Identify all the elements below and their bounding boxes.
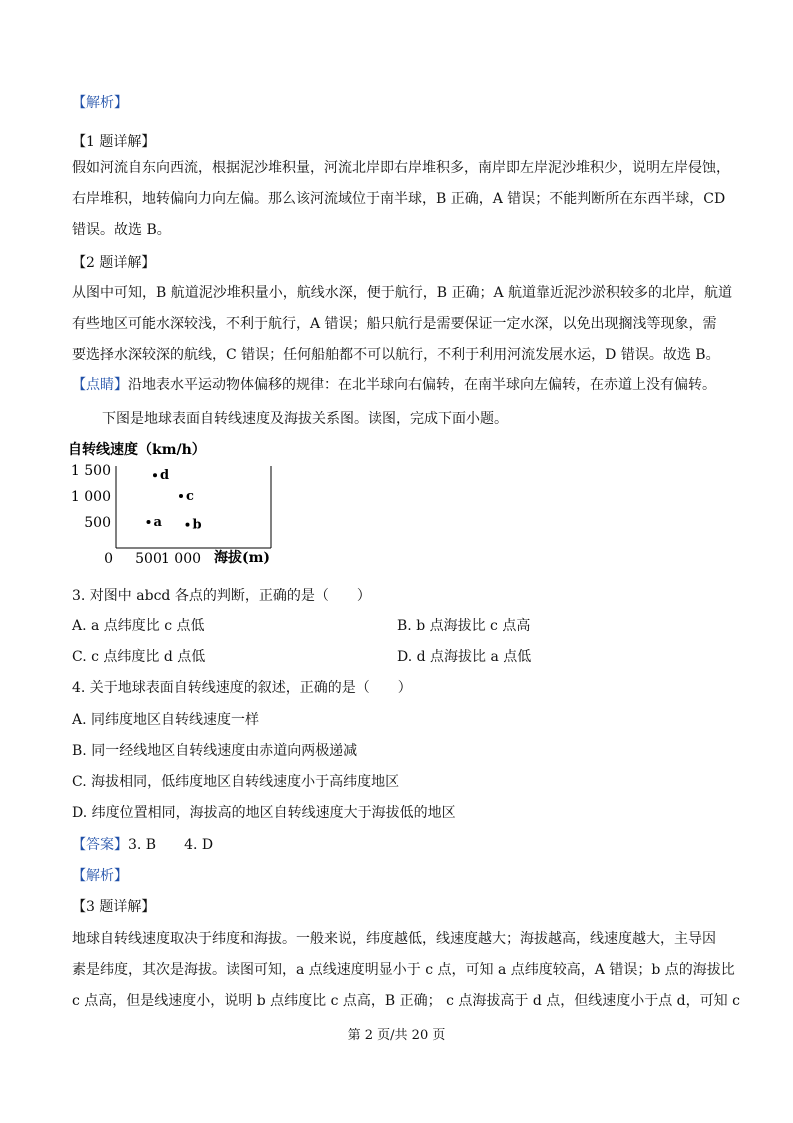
data-point-a (147, 520, 151, 524)
data-point-b (186, 523, 190, 527)
x-tick-label: 1 000 (160, 551, 202, 567)
q3-option-c: C. c 点纬度比 d 点低 (72, 649, 206, 665)
q3-option-d: D. d 点海拔比 a 点低 (397, 649, 532, 665)
answer-line (72, 835, 213, 855)
data-point-label: b (192, 517, 202, 533)
q1-detail-line-1: 假如河流自东向西流，根据泥沙堆积量，河流北岸即右岸堆积多，南岸即左岸泥沙堆积少，说明左岸侵蚀， (72, 160, 730, 176)
q1-detail-line-3: 错误。故选 B。 (72, 222, 171, 238)
q3-option-a: A. a 点纬度比 c 点低 (72, 618, 205, 634)
q3-detail-line-2: 素是纬度，其次是海拔。读图可知，a 点线速度明显小于 c 点，可知 a 点纬度较高，A 错误；b 点的海拔比 (72, 962, 735, 978)
q3-detail-line-3: c 点高，但是线速度小，说明 b 点纬度比 c 点高，B 正确； c 点海拔高于 d 点，但线速度小于点 d，可知 c (72, 993, 740, 1009)
tip-tag: 【点睛】 (72, 377, 128, 393)
q2-detail-line-3: 要选择水深较深的航线，C 错误；任何船舶都不可以航行，不利于利用河流发展水运，D 错误。故选 B。 (72, 347, 720, 363)
x-axis-label: 海拔(m) (214, 550, 271, 566)
q1-detail-heading: 【1 题详解】 (72, 134, 156, 150)
q4-option-a: A. 同纬度地区自转线速度一样 (72, 712, 260, 728)
q3-detail-line-1: 地球自转线速度取决于纬度和海拔。一般来说，纬度越低，线速度越大；海拔越高，线速度越大，主导因 (72, 931, 716, 947)
data-point-label: a (153, 515, 162, 530)
intro-line: 下图是地球表面自转线速度及海拔关系图。读图，完成下面小题。 (102, 411, 508, 427)
answer-tag: 【答案】 (72, 837, 128, 853)
analysis-heading-2: 【解析】 (72, 868, 128, 884)
x-tick-label: 500 (135, 551, 162, 567)
data-point-d (153, 473, 157, 477)
y-axis-label: 自转线速度（km/h） (68, 442, 206, 458)
data-point-label: c (186, 489, 194, 504)
y-tick-label: 1 000 (70, 489, 111, 505)
data-point-c (179, 494, 183, 498)
y-tick-label: 1 500 (70, 463, 111, 479)
y-tick-label: 500 (84, 515, 111, 531)
x-tick-label: 0 (104, 551, 113, 567)
answer-text: 3. B 4. D (128, 837, 214, 853)
q4-option-d: D. 纬度位置相同，海拔高的地区自转线速度大于海拔低的地区 (72, 805, 456, 821)
rotation-speed-chart (66, 438, 286, 568)
q4-option-b: B. 同一经线地区自转线速度由赤道向两极递减 (72, 743, 358, 759)
q2-detail-line-2: 有些地区可能水深较浅，不利于航行，A 错误；船只航行是需要保证一定水深，以免出现搁浅等现象，需 (72, 316, 717, 332)
q1-detail-line-2: 右岸堆积，地转偏向力向左偏。那么该河流域位于南半球，B 正确，A 错误；不能判断所在东西半球，CD (72, 191, 726, 207)
q3-stem: 3. 对图中 abcd 各点的判断，正确的是（ ） (72, 588, 371, 604)
q4-stem: 4. 关于地球表面自转线速度的叙述，正确的是（ ） (72, 680, 412, 696)
tip-text: 沿地表水平运动物体偏移的规律：在北半球向右偏转，在南半球向左偏转，在赤道上没有偏转。 (128, 377, 716, 393)
tip-line (72, 375, 716, 395)
data-point-label: d (160, 468, 170, 484)
q2-detail-line-1: 从图中可知，B 航道泥沙堆积量小，航线水深，便于航行，B 正确；A 航道靠近泥沙淤积较多的北岸，航道 (72, 285, 733, 301)
q3-detail-heading: 【3 题详解】 (72, 899, 156, 915)
q4-option-c: C. 海拔相同，低纬度地区自转线速度小于高纬度地区 (72, 774, 400, 790)
q2-detail-heading: 【2 题详解】 (72, 255, 156, 271)
page-footer: 第 2 页/共 20 页 (347, 1028, 446, 1043)
q3-option-b: B. b 点海拔比 c 点高 (397, 618, 531, 634)
analysis-heading: 【解析】 (72, 95, 128, 111)
